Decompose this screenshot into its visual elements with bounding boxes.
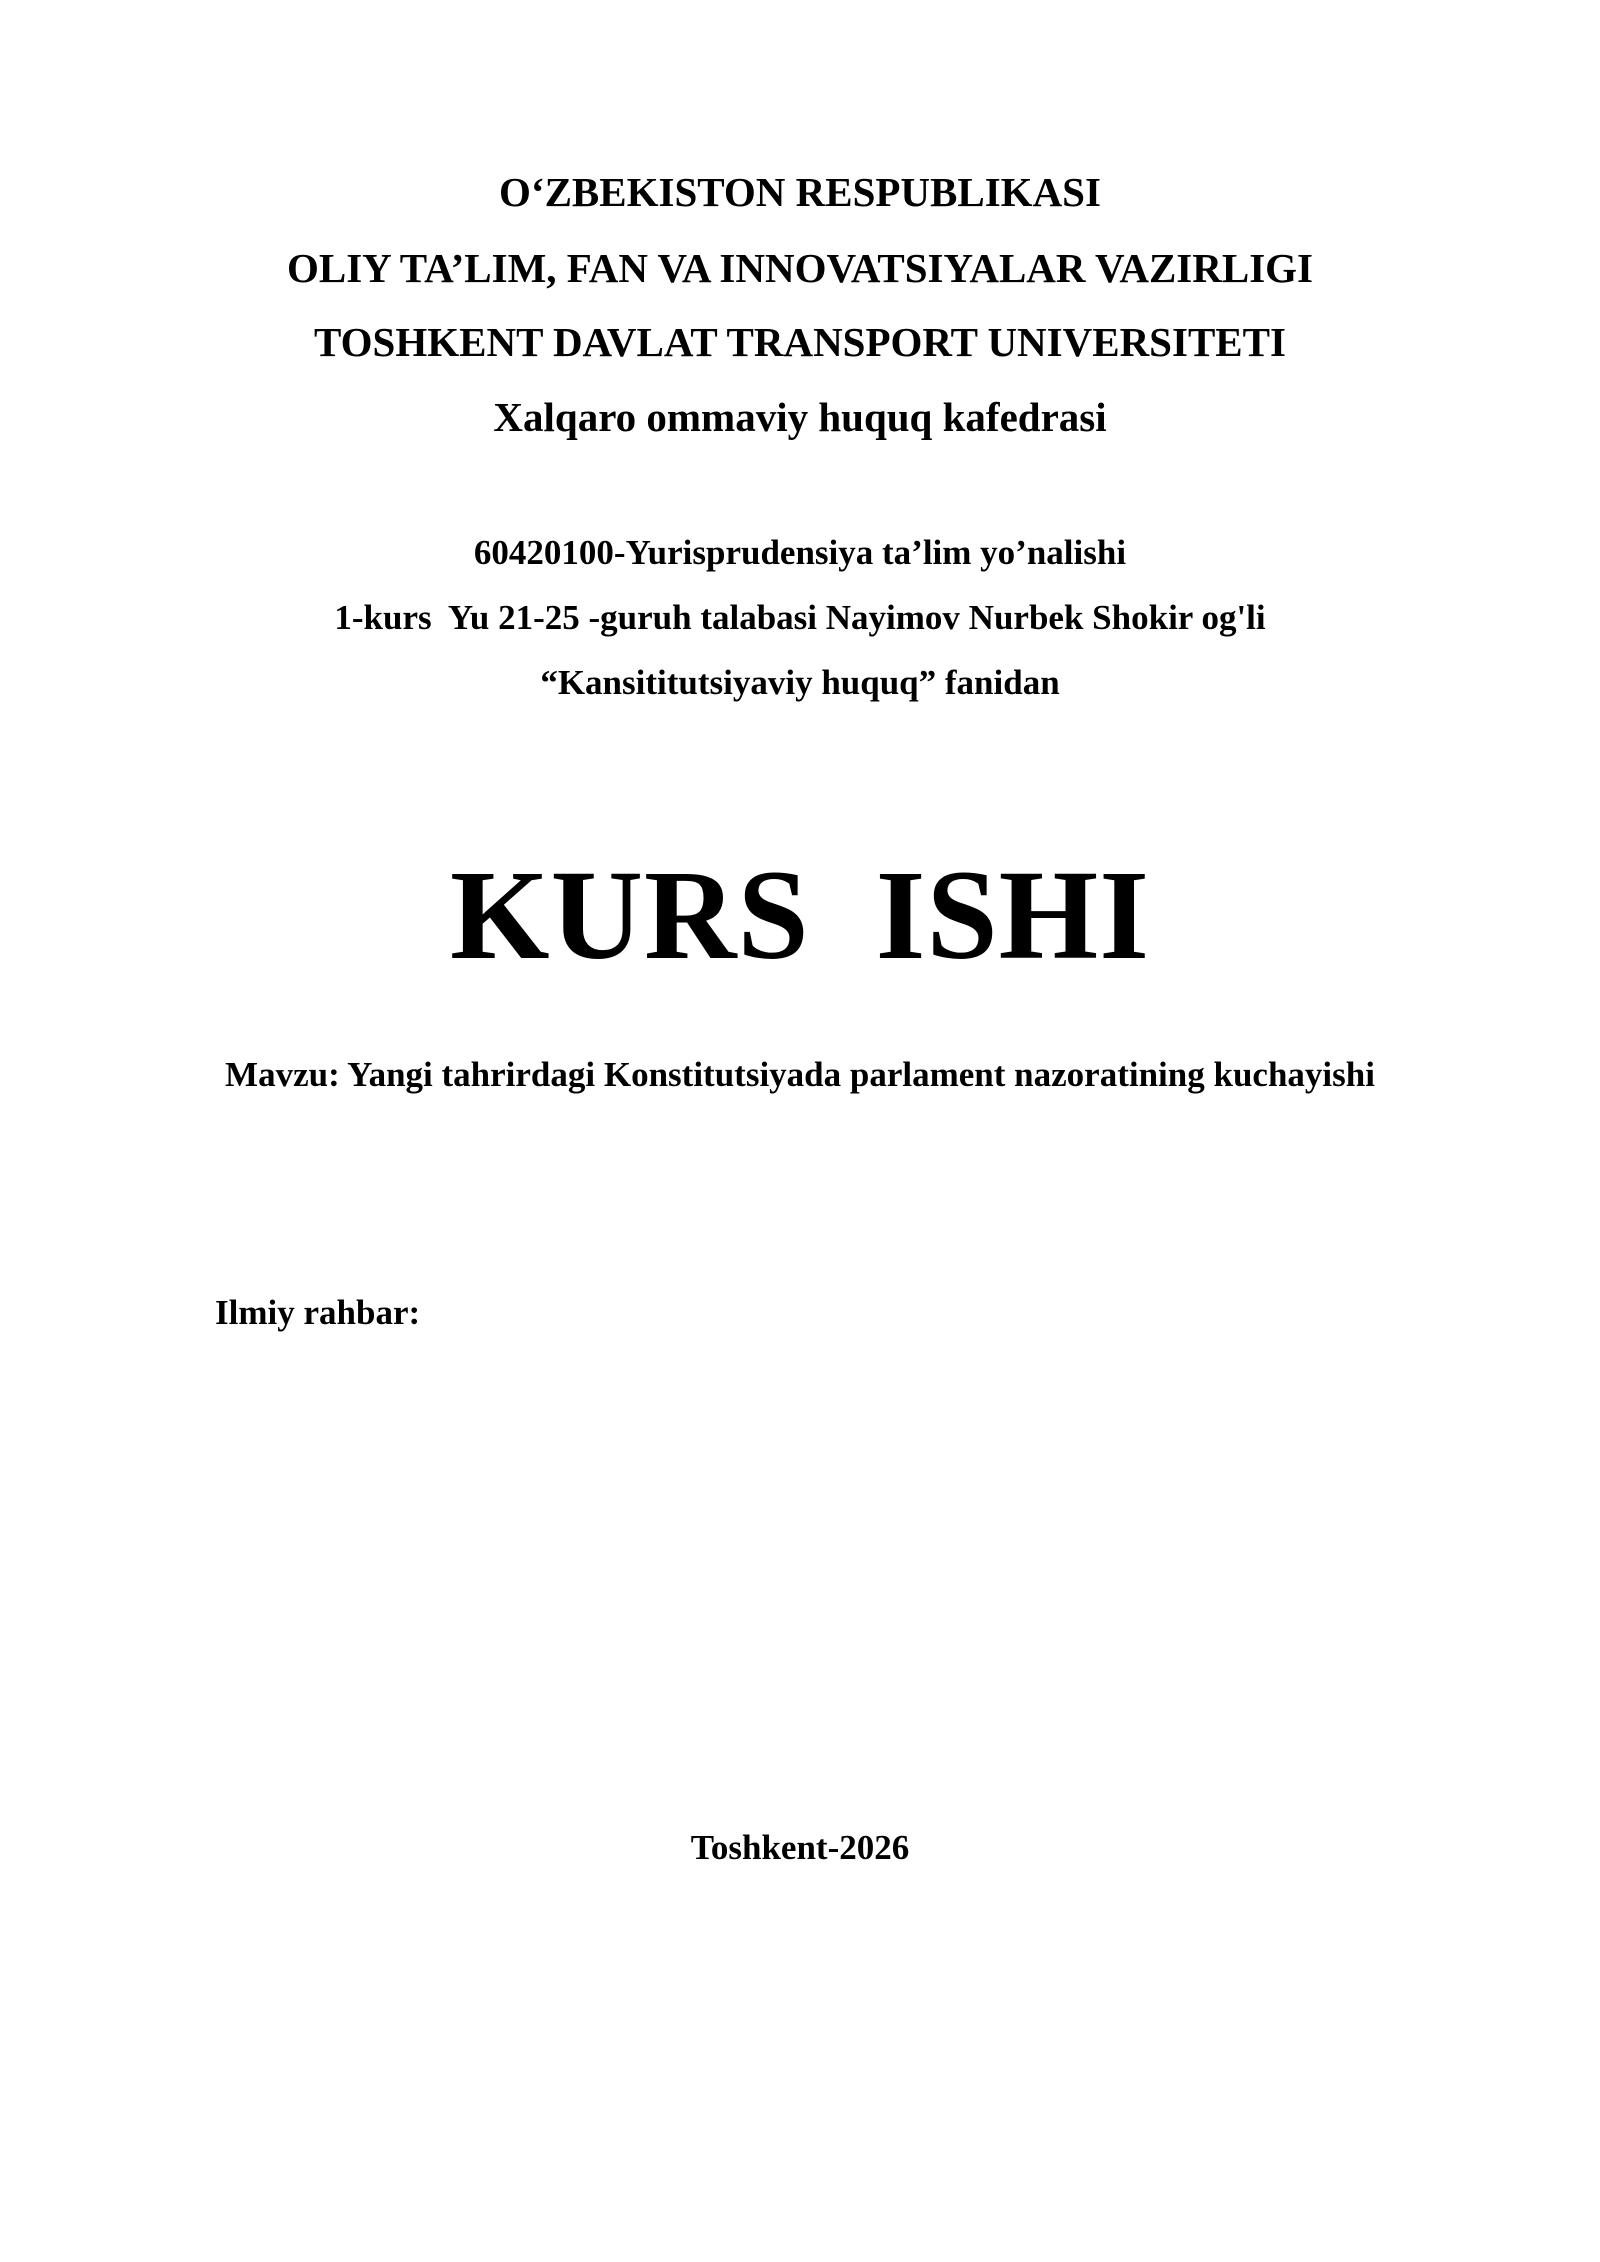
republic-heading: O‘ZBEKISTON RESPUBLIKASI xyxy=(499,169,1101,215)
subject-line: “Kansititutsiyaviy huquq” fanidan xyxy=(540,663,1060,702)
ministry-heading: OLIY TA’LIM, FAN VA INNOVATSIYALAR VAZIRLIGI xyxy=(286,245,1314,291)
document-title: KURS ISHI xyxy=(450,844,1150,986)
city-year-footer: Toshkent-2026 xyxy=(690,1828,910,1867)
student-group-line: 1-kurs Yu 21-25 -guruh talabasi Nayimov Nurbek Shokir og'li xyxy=(334,598,1266,637)
university-heading: TOSHKENT DAVLAT TRANSPORT UNIVERSITETI xyxy=(314,319,1286,365)
advisor-label: Ilmiy rahbar: xyxy=(215,1293,421,1332)
topic-line: Mavzu: Yangi tahrirdagi Konstitutsiyada parlament nazoratining kuchayishi xyxy=(225,1055,1375,1094)
department-heading: Xalqaro ommaviy huquq kafedrasi xyxy=(493,394,1107,440)
specialty-line: 60420100-Yurisprudensiya ta’lim yo’nalishi xyxy=(473,533,1127,572)
